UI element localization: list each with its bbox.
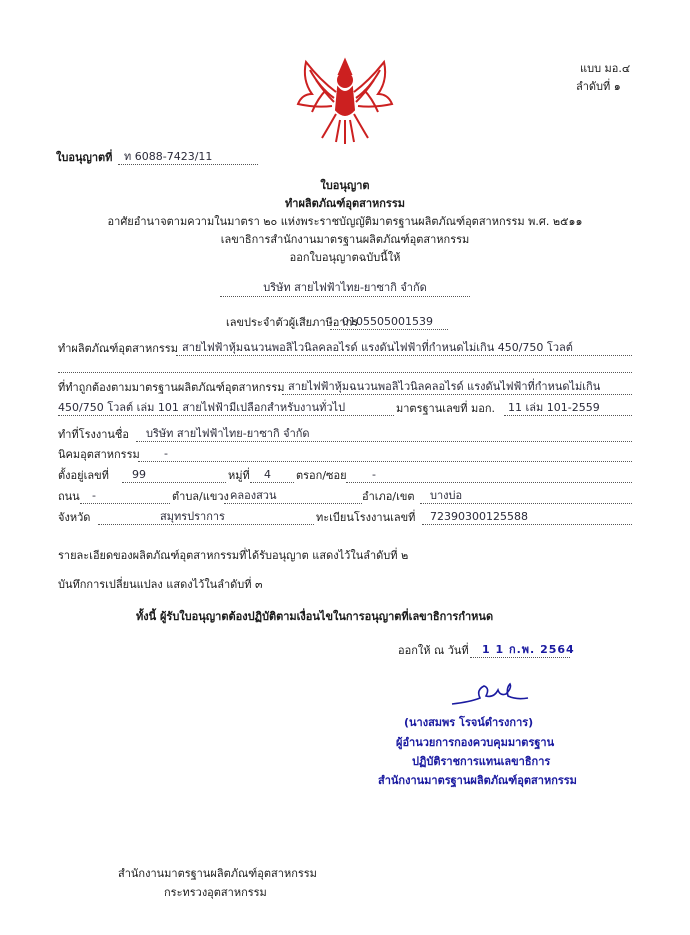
factory-underline: [136, 441, 632, 442]
signatory-title-3: สำนักงานมาตรฐานผลิตภัณฑ์อุตสาหกรรม: [378, 774, 577, 787]
district-label: อำเภอ/เขต: [362, 490, 415, 503]
road-label: ถนน: [58, 490, 80, 503]
moo-label: หมู่ที่: [228, 469, 250, 482]
standard-label: ที่ทำถูกต้องตามมาตรฐานผลิตภัณฑ์อุตสาหกรรม: [58, 381, 285, 394]
footer-office: สำนักงานมาตรฐานผลิตภัณฑ์อุตสาหกรรม: [118, 867, 317, 880]
subdistrict-label: ตำบล/แขวง: [172, 490, 229, 503]
issued-label: ออกให้ ณ วันที่: [398, 644, 469, 657]
estate-value: -: [164, 447, 168, 460]
province-label: จังหวัด: [58, 511, 91, 524]
signatory-title-1: ผู้อำนวยการกองควบคุมมาตรฐาน: [396, 736, 555, 749]
standard-no-underline: [504, 415, 632, 416]
address-no-underline: [122, 482, 226, 483]
standard-underline-1: [282, 394, 632, 395]
tax-id-label: เลขประจำตัวผู้เสียภาษีอากร: [226, 316, 359, 329]
authority-line-3: ออกใบอนุญาตฉบับนี้ให้: [289, 251, 401, 264]
road-value: -: [92, 489, 96, 502]
factory-reg-label: ทะเบียนโรงงานเลขที่: [316, 511, 416, 524]
signature: [450, 680, 530, 710]
license-no-underline: [118, 164, 258, 165]
factory-value: บริษัท สายไฟฟ้าไทย-ยาซากิ จำกัด: [146, 427, 310, 440]
sequence-label: ลำดับที่ ๑: [576, 80, 621, 93]
tax-id-value: 0105505001539: [342, 315, 433, 328]
standard-line-1: สายไฟฟ้าหุ้มฉนวนพอลิไวนิลคลอไรด์ แรงดันไฟฟ้าที่กำหนดไม่เกิน: [288, 380, 601, 393]
signatory-name: (นางสมพร โรจน์ดำรงการ): [404, 716, 534, 729]
province-value: สมุทรปราการ: [160, 510, 225, 523]
moo-value: 4: [264, 468, 271, 481]
factory-reg-underline: [422, 524, 632, 525]
soi-label: ตรอก/ซอย: [296, 469, 347, 482]
road-underline: [80, 503, 170, 504]
province-underline: [98, 524, 314, 525]
garuda-emblem: [292, 50, 398, 146]
tax-id-underline: [330, 329, 448, 330]
estate-label: นิคมอุตสาหกรรม: [58, 448, 140, 461]
moo-underline: [250, 482, 294, 483]
company-underline: [220, 296, 470, 297]
issued-date: 1 1 ก.พ. 2564: [482, 643, 575, 656]
product-value: สายไฟฟ้าหุ้มฉนวนพอลิไวนิลคลอไรด์ แรงดันไฟฟ้าที่กำหนดไม่เกิน 450/750 โวลต์: [182, 341, 573, 354]
standard-no-label: มาตรฐานเลขที่ มอก.: [396, 402, 496, 415]
authority-line-1: อาศัยอำนาจตามความในมาตรา ๒๐ แห่งพระราชบัญญัติมาตรฐานผลิตภัณฑ์อุตสาหกรรม พ.ศ. ๒๕๑๑: [107, 215, 583, 228]
district-value: บางบ่อ: [430, 489, 463, 502]
license-no-label: ใบอนุญาตที่: [56, 151, 113, 164]
license-no-value: ท 6088-7423/11: [124, 150, 213, 163]
form-code: แบบ มอ.๔: [580, 62, 631, 75]
soi-value: -: [372, 468, 376, 481]
issued-underline: [470, 657, 570, 658]
factory-label: ทำที่โรงงานชื่อ: [58, 428, 130, 441]
change-note: บันทึกการเปลี่ยนแปลง แสดงไว้ในลำดับที่ ๓: [58, 578, 263, 591]
page-title: ใบอนุญาต: [320, 179, 370, 192]
authority-line-2: เลขาธิการสำนักงานมาตรฐานผลิตภัณฑ์อุตสาหกรรม: [220, 233, 470, 246]
address-no-label: ตั้งอยู่เลขที่: [58, 469, 109, 482]
signatory-title-2: ปฏิบัติราชการแทนเลขาธิการ: [412, 755, 551, 768]
footer-ministry: กระทรวงอุตสาหกรรม: [164, 886, 267, 899]
standard-underline-2: [58, 415, 394, 416]
product-underline: [176, 355, 632, 356]
product-underline-2: [58, 372, 632, 373]
company-name: บริษัท สายไฟฟ้าไทย-ยาซากิ จำกัด: [263, 281, 427, 294]
condition-note: ทั้งนี้ ผู้รับใบอนุญาตต้องปฏิบัติตามเงื่อนไขในการอนุญาตที่เลขาธิการกำหนด: [136, 610, 494, 623]
page-subtitle: ทำผลิตภัณฑ์อุตสาหกรรม: [285, 197, 405, 210]
soi-underline: [346, 482, 632, 483]
factory-reg-value: 72390300125588: [430, 510, 528, 523]
standard-no-value: 11 เล่ม 101-2559: [508, 401, 600, 414]
estate-underline: [138, 461, 632, 462]
product-label: ทำผลิตภัณฑ์อุตสาหกรรม: [58, 342, 178, 355]
address-no-value: 99: [132, 468, 146, 481]
detail-note: รายละเอียดของผลิตภัณฑ์อุตสาหกรรมที่ได้รับอนุญาต แสดงไว้ในลำดับที่ ๒: [58, 549, 409, 562]
subdistrict-value: คลองสวน: [230, 489, 277, 502]
district-underline: [420, 503, 632, 504]
subdistrict-underline: [224, 503, 362, 504]
standard-line-2: 450/750 โวลต์ เล่ม 101 สายไฟฟ้ามีเปลือกสำหรับงานทั่วไป: [58, 401, 346, 414]
